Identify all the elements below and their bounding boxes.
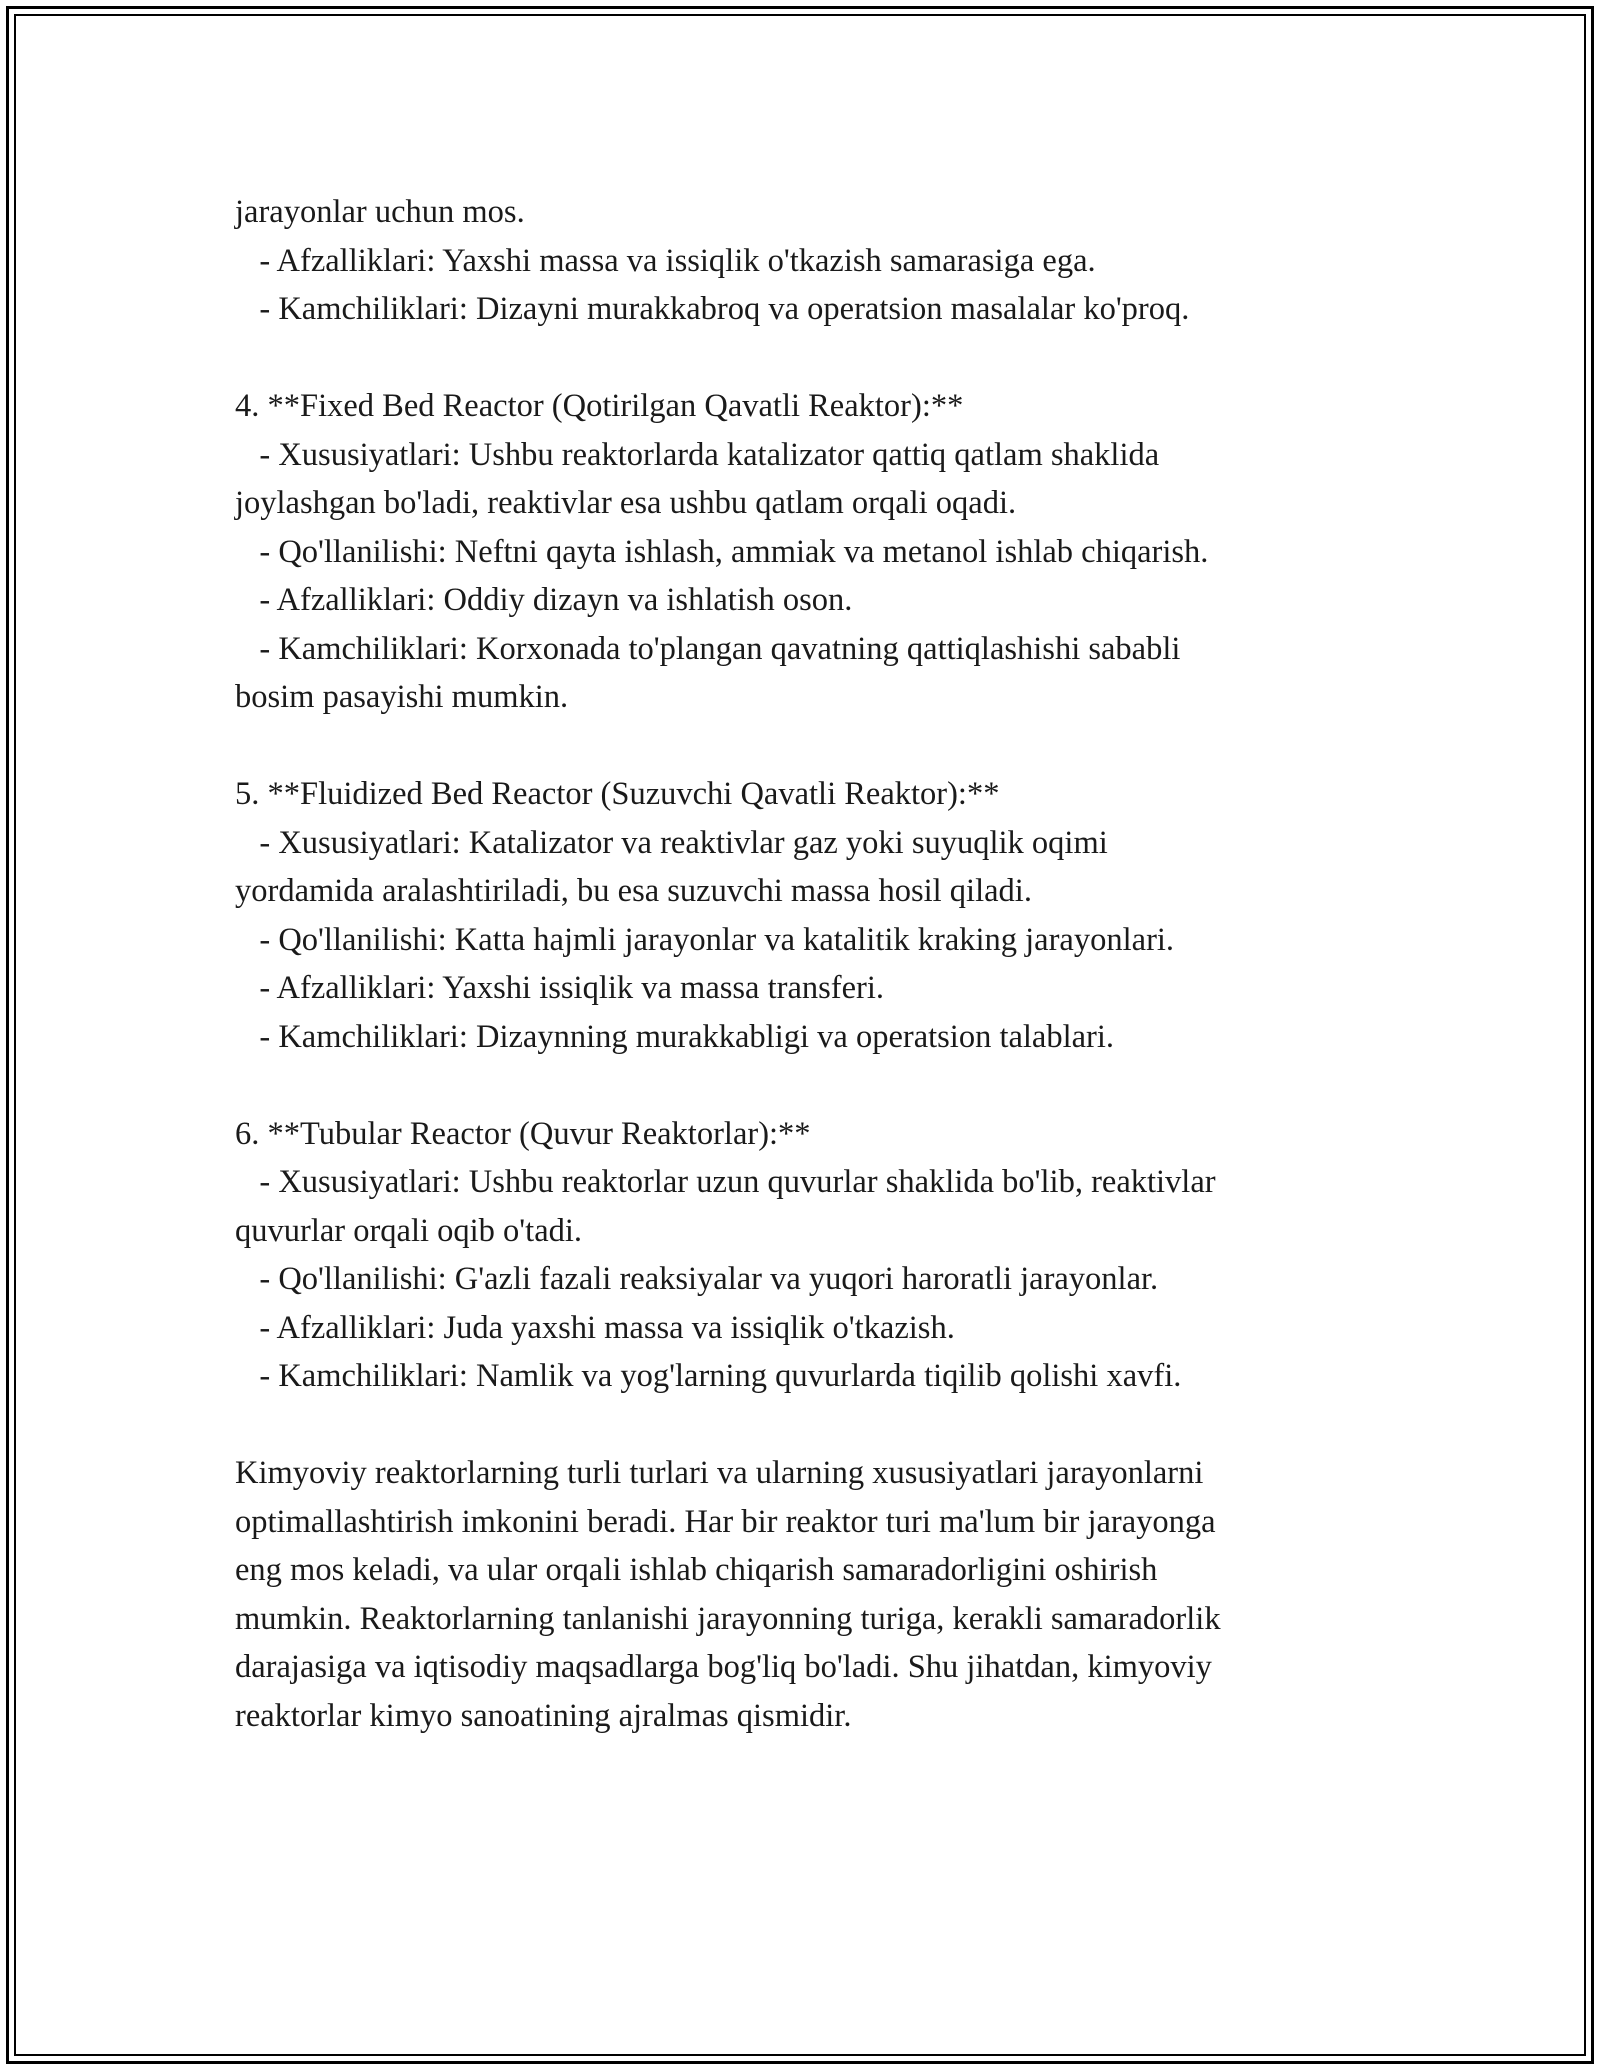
- text-line: - Afzalliklari: Yaxshi massa va issiqlik o'tkazish samarasiga ega.: [235, 242, 1096, 279]
- text-line: - Afzalliklari: Juda yaxshi massa va issiqlik o'tkazish.: [235, 1309, 955, 1346]
- section-heading: 5. **Fluidized Bed Reactor (Suzuvchi Qavatli Reaktor):**: [235, 776, 1000, 812]
- text-line: - Qo'llanilishi: Katta hajmli jarayonlar va katalitik kraking jarayonlari.: [235, 921, 1175, 958]
- paragraph-gap: [235, 1061, 1375, 1110]
- text-line: - Afzalliklari: Oddiy dizayn va ishlatish oson.: [235, 582, 853, 618]
- text-line: - Xususiyatlari: Katalizator va reaktivlar gaz yoki suyuqlik oqimi: [235, 824, 1108, 861]
- text-line: - Qo'llanilishi: Neftni qayta ishlash, ammiak va metanol ishlab chiqarish.: [235, 533, 1209, 570]
- text-line: - Kamchiliklari: Korxonada to'plangan qavatning qattiqlashishi sababli: [235, 630, 1181, 667]
- paragraph-gap: [235, 1401, 1375, 1450]
- text-line: bosim pasayishi mumkin.: [235, 679, 569, 715]
- conclusion-line: optimallashtirish imkonini beradi. Har bir reaktor turi ma'lum bir jarayonga: [235, 1503, 1216, 1540]
- text-line: - Kamchiliklari: Dizaynning murakkabligi va operatsion talablari.: [235, 1018, 1115, 1055]
- paragraph-gap: [235, 722, 1375, 771]
- text-line: - Qo'llanilishi: G'azli fazali reaksiyalar va yuqori haroratli jarayonlar.: [235, 1261, 1159, 1297]
- text-line: - Afzalliklari: Yaxshi issiqlik va massa transferi.: [235, 970, 885, 1006]
- text-line: yordamida aralashtiriladi, bu esa suzuvchi massa hosil qiladi.: [235, 873, 1032, 909]
- text-line: joylashgan bo'ladi, reaktivlar esa ushbu qatlam orqali oqadi.: [235, 485, 1017, 521]
- conclusion-line: darajasiga va iqtisodiy maqsadlarga bog'liq bo'ladi. Shu jihatdan, kimyoviy: [235, 1649, 1212, 1685]
- conclusion-line: reaktorlar kimyo sanoatining ajralmas qismidir.: [235, 1697, 852, 1734]
- text-line: - Xususiyatlari: Ushbu reaktorlarda katalizator qattiq qatlam shaklida: [235, 436, 1160, 473]
- text-line: quvurlar orqali oqib o'tadi.: [235, 1212, 583, 1249]
- paragraph-gap: [235, 334, 1375, 383]
- section-heading: 4. **Fixed Bed Reactor (Qotirilgan Qavatli Reaktor):**: [235, 388, 964, 424]
- text-line: - Xususiyatlari: Ushbu reaktorlar uzun quvurlar shaklida bo'lib, reaktivlar: [235, 1164, 1216, 1200]
- text-line: - Kamchiliklari: Namlik va yog'larning quvurlarda tiqilib qolishi xavfi.: [235, 1358, 1182, 1394]
- text-line: jarayonlar uchun mos.: [235, 194, 525, 230]
- document-body: [235, 188, 1375, 1740]
- section-heading: 6. **Tubular Reactor (Quvur Reaktorlar):**: [235, 1115, 811, 1152]
- conclusion-line: eng mos keladi, va ular orqali ishlab chiqarish samaradorligini oshirish: [235, 1552, 1158, 1588]
- conclusion-line: Kimyoviy reaktorlarning turli turlari va ularning xususiyatlari jarayonlarni: [235, 1455, 1204, 1491]
- conclusion-line: mumkin. Reaktorlarning tanlanishi jarayonning turiga, kerakli samaradorlik: [235, 1600, 1221, 1637]
- text-line: - Kamchiliklari: Dizayni murakkabroq va operatsion masalalar ko'proq.: [235, 291, 1190, 327]
